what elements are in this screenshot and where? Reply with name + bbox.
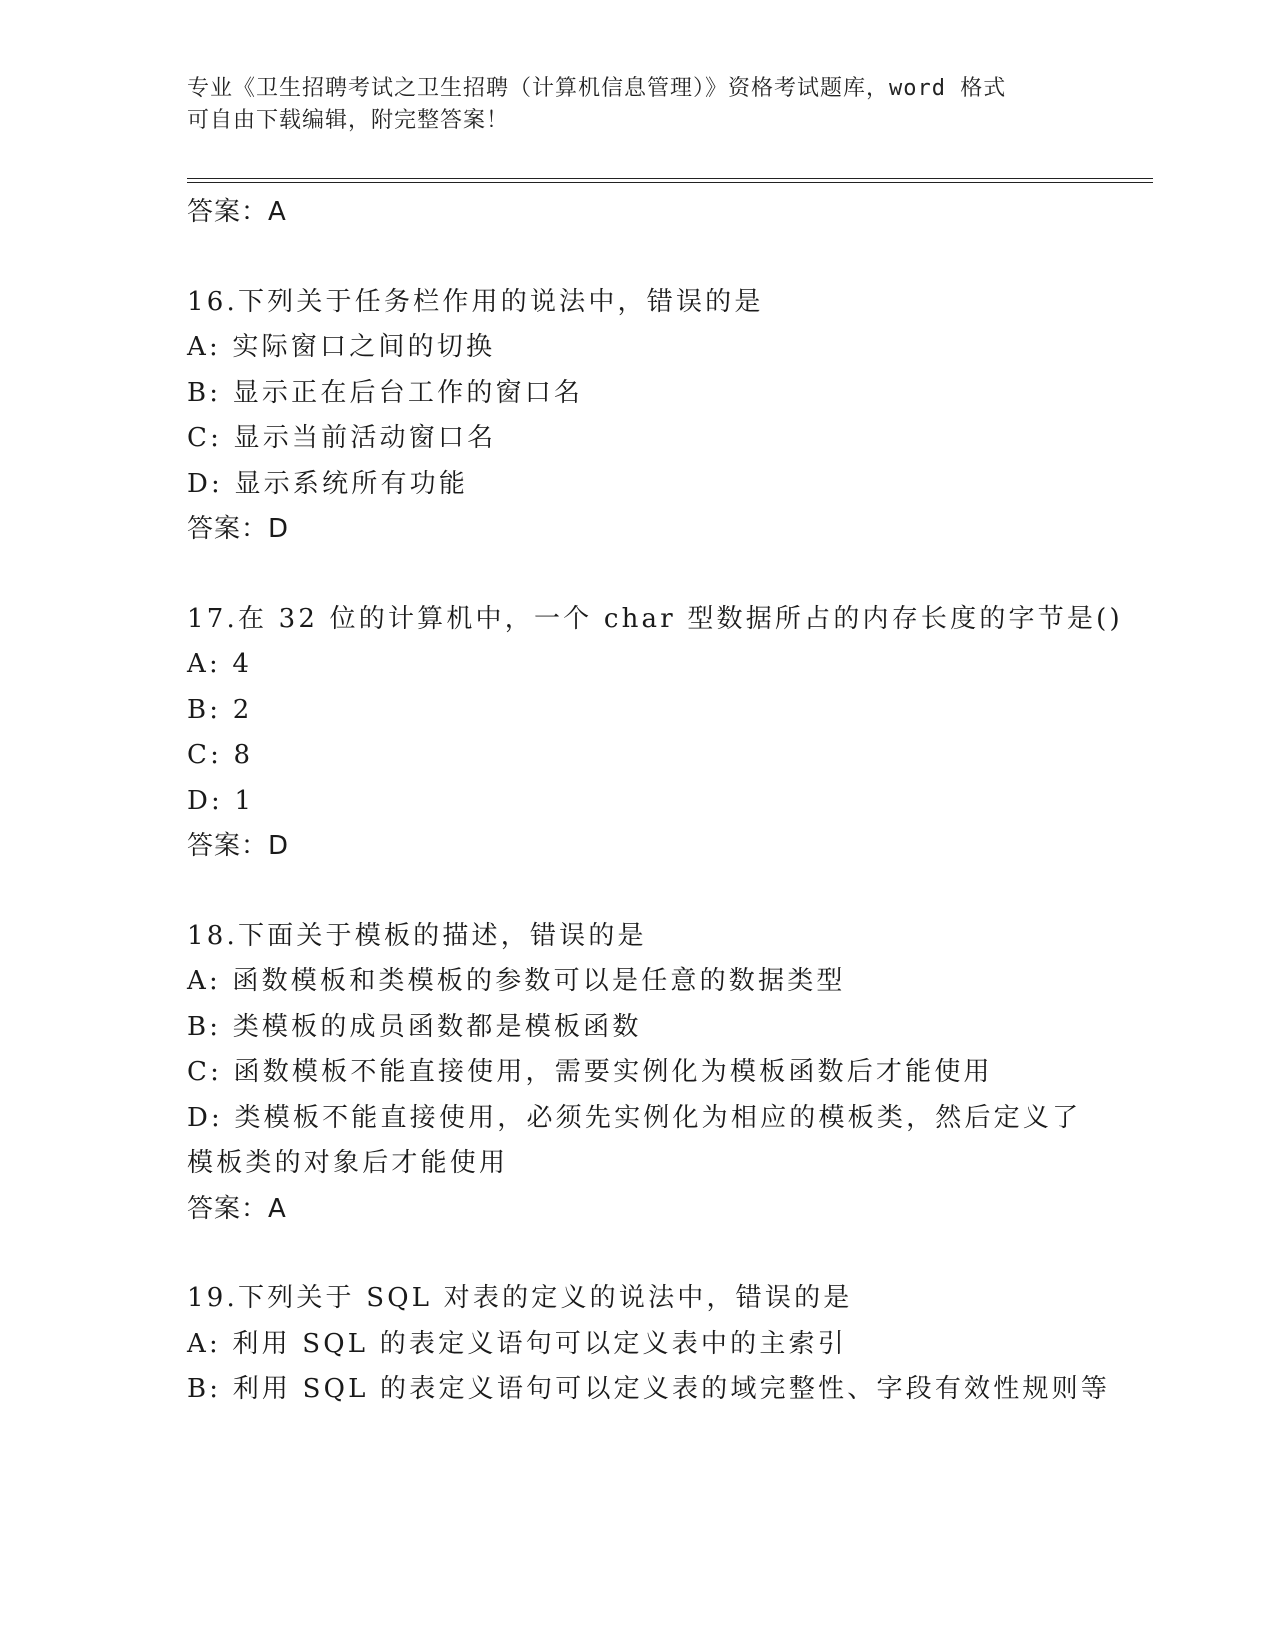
option-d: D: 1 bbox=[187, 785, 255, 816]
answer-line: 答案：D bbox=[187, 514, 290, 544]
option-a: A: 利用 SQL 的表定义语句可以定义表中的主索引 bbox=[187, 1328, 847, 1359]
answer-line: 答案：A bbox=[187, 1193, 287, 1224]
header-line-2: 可自由下载编辑，附完整答案！ bbox=[187, 108, 510, 133]
document-header bbox=[187, 73, 1067, 137]
option-a: A: 函数模板和类模板的参数可以是任意的数据类型 bbox=[187, 966, 846, 996]
spacer bbox=[187, 553, 1087, 597]
question-stem: 16.下列关于任务栏作用的说法中，错误的是 bbox=[187, 286, 764, 317]
question-block-17 bbox=[187, 597, 1123, 870]
option-a: A: 4 bbox=[187, 649, 253, 679]
question-list bbox=[187, 190, 1123, 1413]
question-block-18 bbox=[187, 914, 1087, 1233]
option-b: B: 显示正在后台工作的窗口名 bbox=[187, 377, 584, 408]
spacer bbox=[187, 236, 1087, 280]
option-c: C: 8 bbox=[187, 740, 254, 770]
option-d: D: 显示系统所有功能 bbox=[187, 468, 469, 499]
option-c: C: 函数模板不能直接使用，需要实例化为模板函数后才能使用 bbox=[187, 1057, 993, 1087]
option-b: B: 利用 SQL 的表定义语句可以定义表的域完整性、字段有效性规则等 bbox=[187, 1374, 1111, 1404]
header-line-1: 专业《卫生招聘考试之卫生招聘（计算机信息管理）》资格考试题库，word 格式 bbox=[187, 76, 1007, 101]
question-block-19 bbox=[187, 1276, 1111, 1413]
spacer bbox=[187, 870, 1087, 914]
spacer bbox=[187, 1232, 1087, 1276]
option-b: B: 2 bbox=[187, 694, 253, 725]
answer-line: 答案：A bbox=[187, 197, 287, 227]
option-c: C: 显示当前活动窗口名 bbox=[187, 423, 497, 453]
option-a: A: 实际窗口之间的切换 bbox=[187, 332, 496, 362]
question-stem: 18.下面关于模板的描述，错误的是 bbox=[187, 920, 647, 951]
question-block-16 bbox=[187, 280, 1087, 553]
header-divider bbox=[187, 178, 1153, 183]
option-d: D: 类模板不能直接使用，必须先实例化为相应的模板类，然后定义了 bbox=[187, 1102, 1082, 1133]
option-d-continuation: 模板类的对象后才能使用 bbox=[187, 1148, 509, 1178]
question-stem: 19.下列关于 SQL 对表的定义的说法中，错误的是 bbox=[187, 1283, 853, 1313]
answer-line: 答案：D bbox=[187, 831, 290, 861]
question-stem: 17.在 32 位的计算机中，一个 char 型数据所占的内存长度的字节是() bbox=[187, 603, 1123, 634]
option-b: B: 类模板的成员函数都是模板函数 bbox=[187, 1011, 642, 1042]
